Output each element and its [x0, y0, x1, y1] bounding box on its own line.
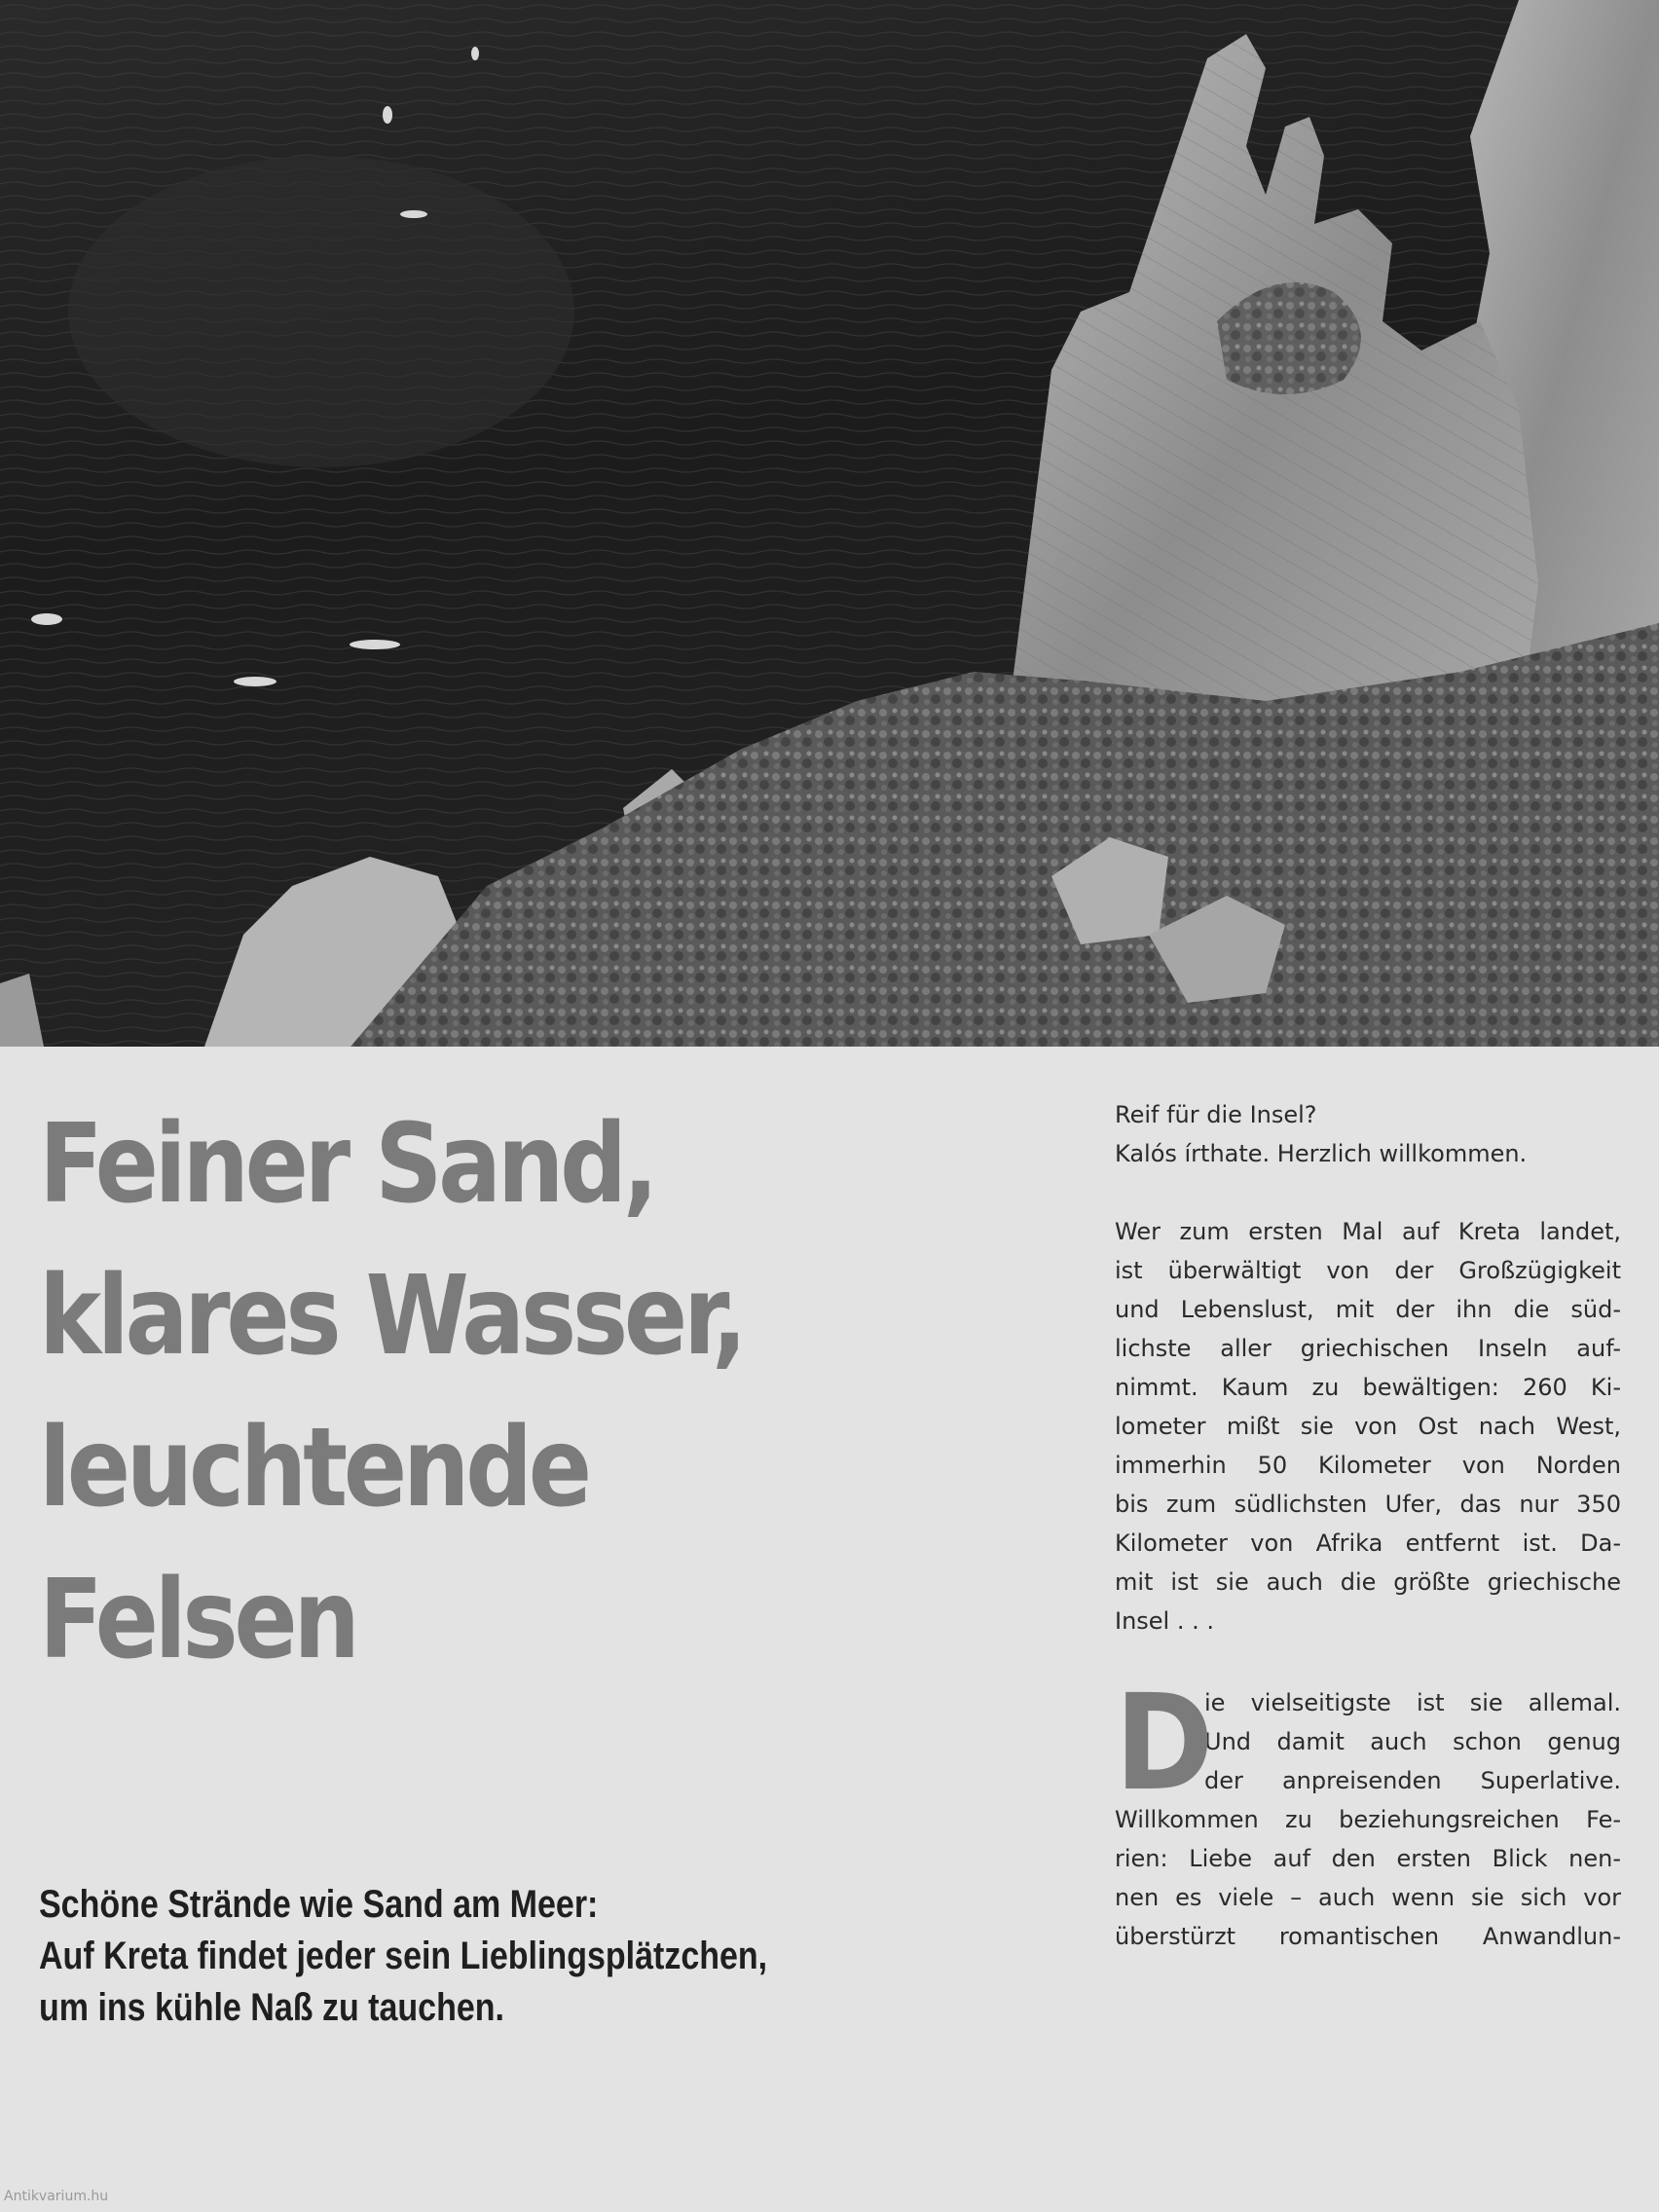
paragraph-line: lometer mißt sie von Ost nach West, — [1115, 1413, 1621, 1440]
paragraph-line: Willkommen zu beziehungsreichen Fe- — [1115, 1806, 1621, 1833]
paragraph-line: Und damit auch schon genug — [1204, 1728, 1621, 1755]
headline — [39, 1088, 876, 1696]
coastal-cliffs-photo — [0, 0, 1659, 1047]
paragraph-1 — [1115, 1212, 1621, 1641]
body-text-column — [1115, 1095, 1621, 1956]
drop-cap: D — [1115, 1667, 1214, 1821]
headline-line: Felsen — [39, 1557, 356, 1683]
paragraph-line: und Lebenslust, mit der ihn die süd- — [1115, 1296, 1621, 1323]
paragraph-line: Wer zum ersten Mal auf Kreta landet, — [1115, 1218, 1621, 1245]
paragraph-line: bis zum südlichsten Ufer, das nur 350 — [1115, 1491, 1621, 1518]
paragraph-line: lichste aller griechischen Inseln auf- — [1115, 1335, 1621, 1362]
headline-line: Feiner Sand, — [39, 1101, 655, 1228]
subheadline-line: Auf Kreta findet jeder sein Lieblingsplätzchen, — [39, 1935, 768, 1977]
headline-line: leuchtende — [39, 1405, 588, 1531]
subheadline — [39, 1879, 784, 2034]
paragraph-line: ie vielseitigste ist sie allemal. — [1204, 1689, 1621, 1716]
paragraph-line: Insel . . . — [1115, 1607, 1214, 1635]
intro-line: Reif für die Insel? — [1115, 1101, 1317, 1128]
paragraph-line: Kilometer von Afrika entfernt ist. Da- — [1115, 1530, 1621, 1557]
paragraph-line: rien: Liebe auf den ersten Blick nen- — [1115, 1845, 1621, 1872]
paragraph-2 — [1115, 1667, 1621, 1956]
paragraph-line: der anpreisenden Superlative. — [1204, 1767, 1621, 1794]
paragraph-line: nimmt. Kaum zu bewältigen: 260 Ki- — [1115, 1374, 1621, 1401]
paragraph-line: mit ist sie auch die größte griechische — [1115, 1568, 1621, 1596]
subheadline-line: um ins kühle Naß zu tauchen. — [39, 1986, 504, 2029]
paragraph-line: immerhin 50 Kilometer von Norden — [1115, 1452, 1621, 1479]
paragraph-line: überstürzt romantischen Anwandlun- — [1115, 1923, 1621, 1950]
paragraph-line: nen es viele – auch wenn sie sich vor — [1115, 1884, 1621, 1911]
paragraph-line: ist überwältigt von der Großzügigkeit — [1115, 1257, 1621, 1284]
intro — [1115, 1095, 1621, 1173]
watermark: Antikvarium.hu — [4, 2189, 109, 2204]
intro-line: Kalós írthate. Herzlich willkommen. — [1115, 1140, 1528, 1167]
subheadline-line: Schöne Strände wie Sand am Meer: — [39, 1883, 599, 1926]
headline-line: klares Wasser, — [39, 1253, 744, 1380]
